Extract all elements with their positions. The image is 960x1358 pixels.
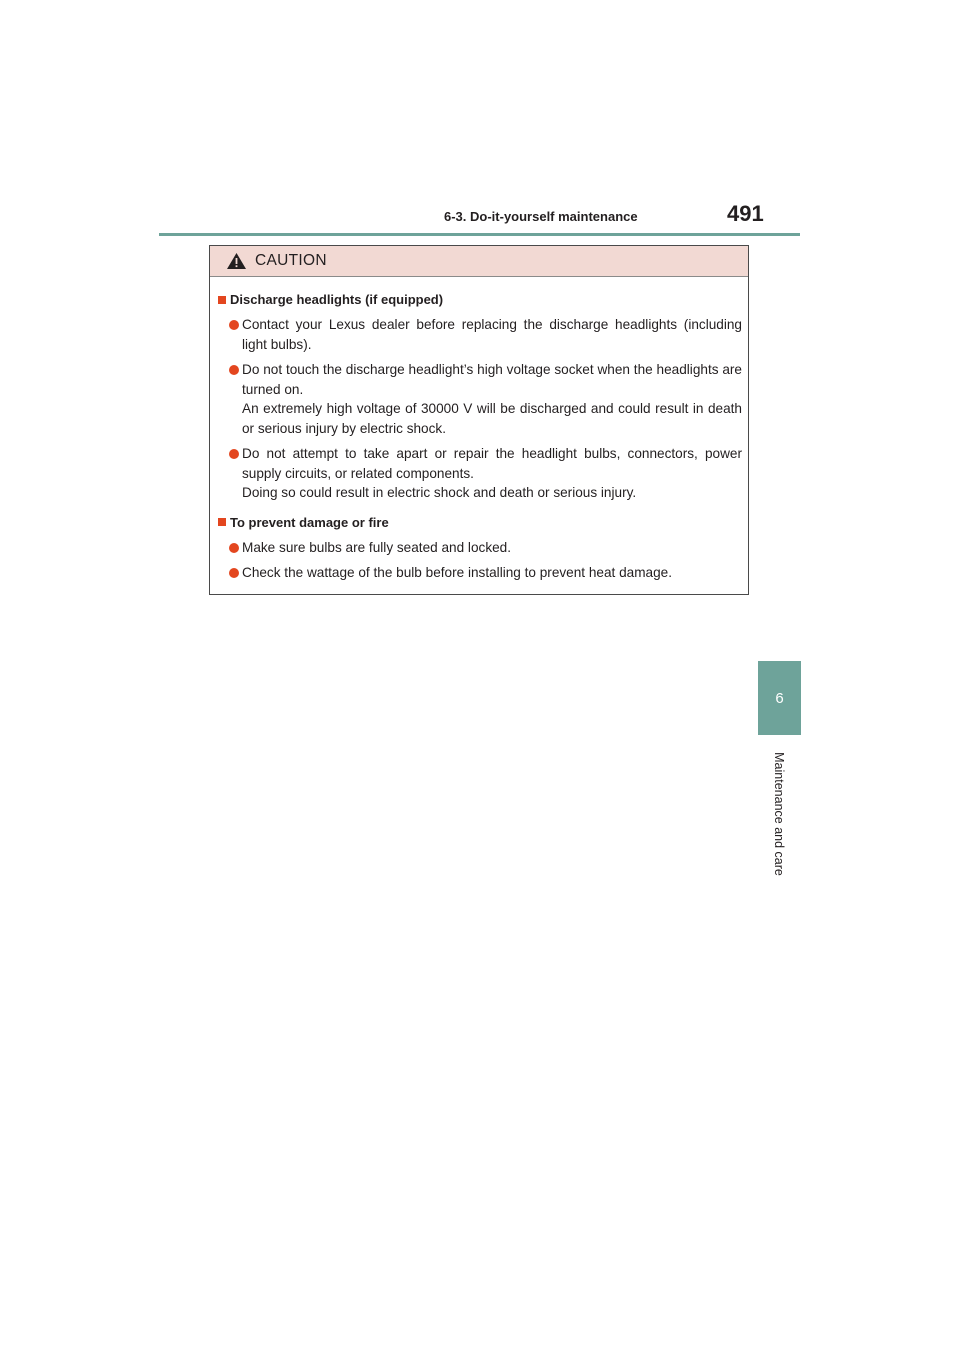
list-item [218, 563, 742, 583]
section-heading [218, 292, 742, 307]
section-heading-text: To prevent damage or fire [230, 514, 389, 530]
list-item [218, 538, 742, 558]
round-bullet-icon [229, 543, 239, 553]
round-bullet-icon [229, 365, 239, 375]
header-rule [159, 233, 800, 236]
item-extra-text: Doing so could result in electric shock and death or serious injury. [242, 485, 637, 500]
caution-title: CAUTION [255, 252, 327, 269]
square-bullet-icon [218, 296, 226, 304]
section-heading [218, 515, 742, 530]
list-item [218, 444, 742, 503]
caution-header [210, 246, 748, 277]
item-text: Contact your Lexus dealer before replacing the discharge headlights (including light bulbs). [242, 317, 742, 352]
round-bullet-icon [229, 449, 239, 459]
item-text: Do not touch the discharge headlight’s high voltage socket when the headlights are turned on. [242, 362, 742, 397]
caution-box [209, 245, 749, 595]
caution-body [210, 277, 748, 583]
item-text: Do not attempt to take apart or repair the headlight bulbs, connectors, power supply circuits, or related components. [242, 446, 742, 481]
warning-triangle-icon [226, 252, 247, 270]
item-text: Check the wattage of the bulb before installing to prevent heat damage. [242, 565, 672, 580]
chapter-tab [758, 661, 801, 735]
page-number: 491 [727, 201, 764, 226]
round-bullet-icon [229, 568, 239, 578]
chapter-label: Maintenance and care [772, 752, 786, 876]
section-heading-text: Discharge headlights (if equipped) [230, 292, 444, 307]
list-item [218, 360, 742, 438]
square-bullet-icon [218, 518, 226, 526]
round-bullet-icon [229, 320, 239, 330]
list-item [218, 315, 742, 354]
item-extra-text: An extremely high voltage of 30000 V will be discharged and could result in death or serious injury by electric shock. [242, 401, 742, 436]
chapter-number: 6 [775, 689, 784, 707]
item-text: Make sure bulbs are fully seated and locked. [242, 539, 512, 555]
section-title: 6-3. Do-it-yourself maintenance [444, 209, 638, 224]
